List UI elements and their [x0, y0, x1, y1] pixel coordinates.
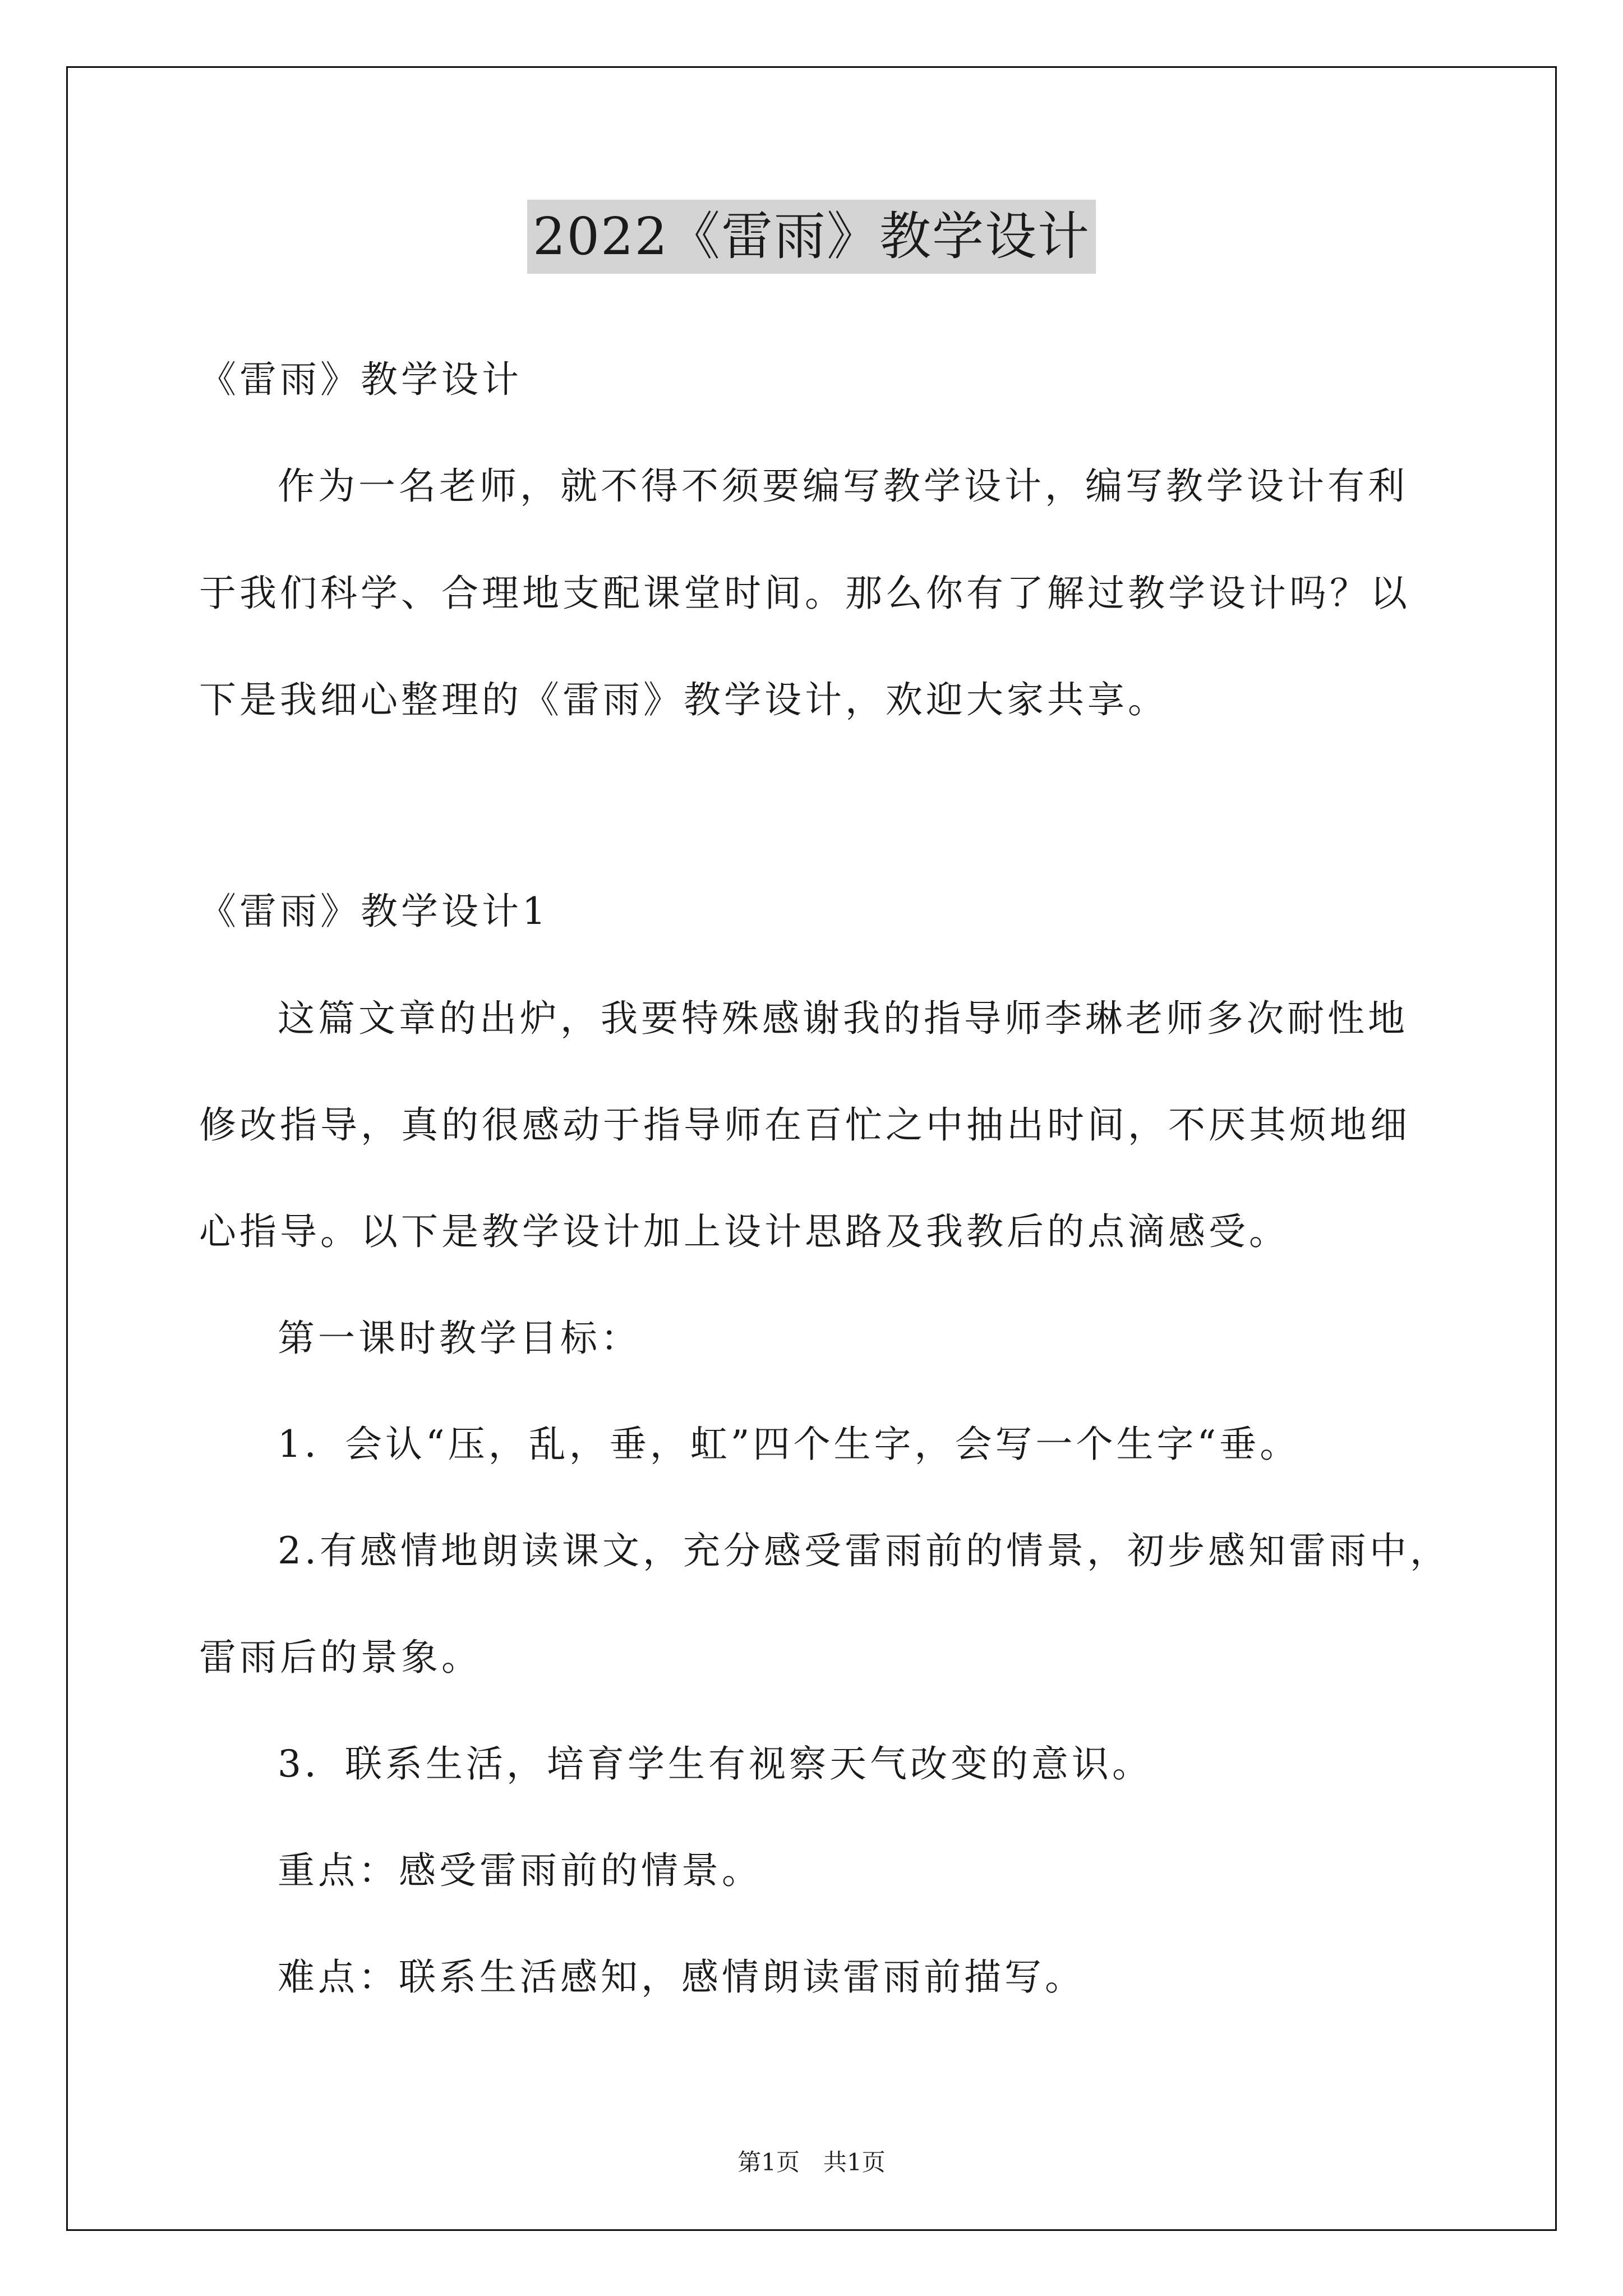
- document-title: 2022《雷雨》教学设计: [527, 200, 1096, 274]
- title-container: [0, 200, 1623, 274]
- key-point: 重点：感受雷雨前的情景。: [278, 1849, 762, 1892]
- paragraph-line: 作为一名老师，就不得不须要编写教学设计，编写教学设计有利: [278, 464, 1408, 508]
- objective-item: 1．会认“压，乱，垂，虹”四个生字，会写一个生字“垂。: [278, 1423, 1301, 1466]
- objective-item: 2.有感情地朗读课文，充分感受雷雨前的情景，初步感知雷雨中，: [278, 1529, 1450, 1572]
- difficulty-point: 难点：联系生活感知，感情朗读雷雨前描写。: [278, 1955, 1085, 1999]
- page-footer: 第1页 共1页: [737, 2148, 886, 2176]
- objectives-heading: 第一课时教学目标：: [278, 1317, 641, 1360]
- paragraph-line: 这篇文章的出炉，我要特殊感谢我的指导师李琳老师多次耐性地: [278, 997, 1408, 1040]
- objective-item: 3．联系生活，培育学生有视察天气改变的意识。: [278, 1742, 1152, 1786]
- section-heading: 《雷雨》教学设计: [199, 358, 522, 401]
- paragraph-line: 于我们科学、合理地支配课堂时间。那么你有了解过教学设计吗？以: [199, 572, 1410, 615]
- objective-item-continued: 雷雨后的景象。: [199, 1636, 482, 1679]
- paragraph-line: 心指导。以下是教学设计加上设计思路及我教后的点滴感受。: [199, 1210, 1289, 1253]
- paragraph-line: 下是我细心整理的《雷雨》教学设计，欢迎大家共享。: [199, 678, 1168, 721]
- paragraph-line: 修改指导，真的很感动于指导师在百忙之中抽出时间，不厌其烦地细: [199, 1103, 1410, 1147]
- section-heading: 《雷雨》教学设计1: [199, 890, 549, 933]
